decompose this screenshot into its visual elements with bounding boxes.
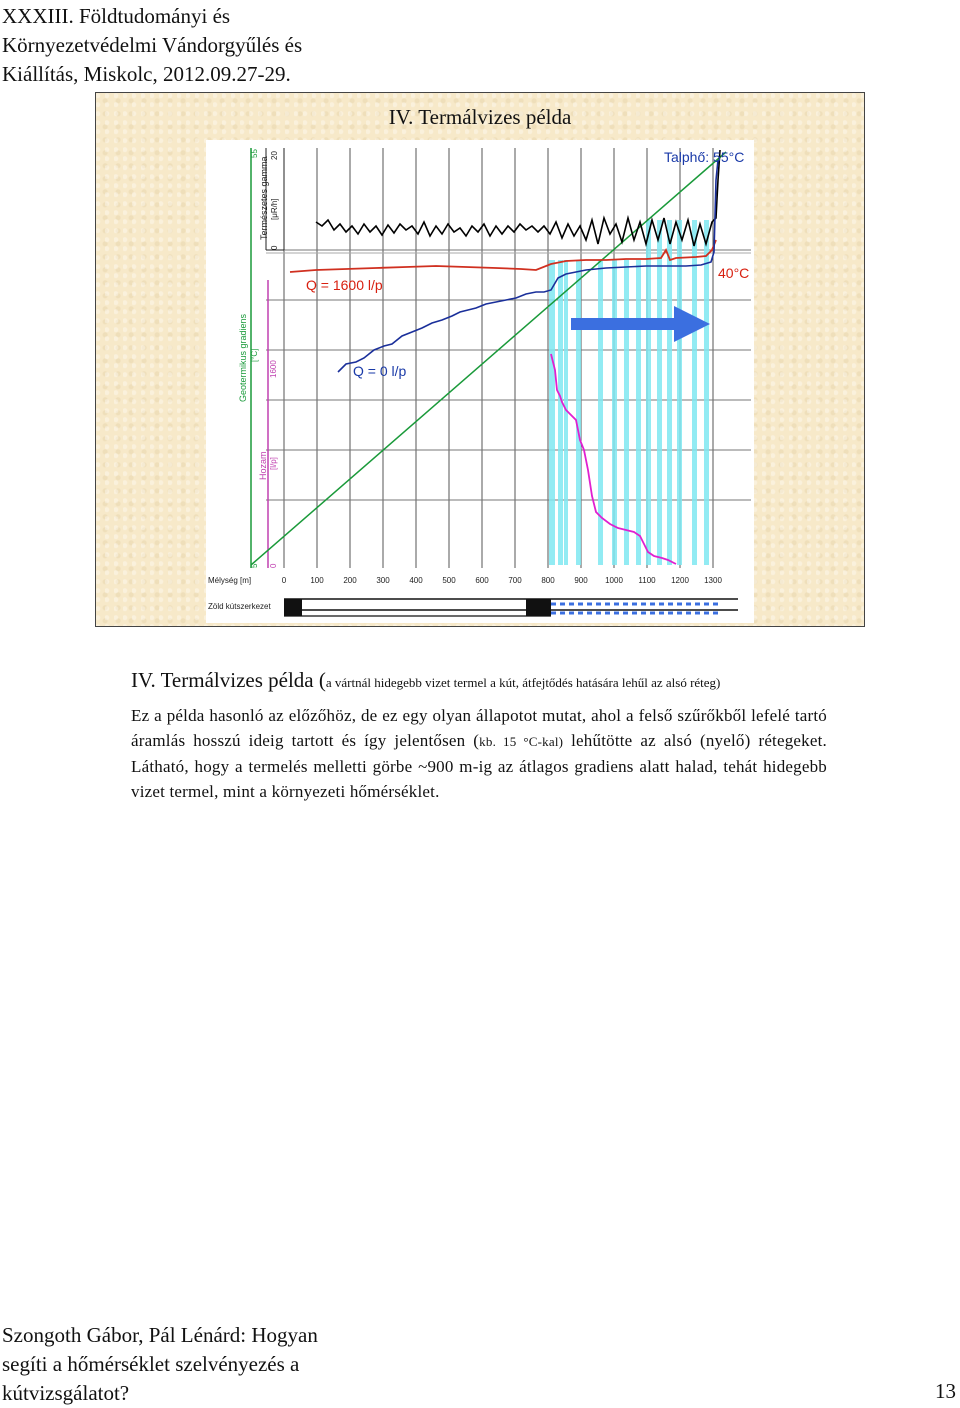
depth-tick: 700 [508,576,522,585]
depth-tick: 100 [310,576,324,585]
depth-tick: 300 [376,576,390,585]
geo-axis-title: Geotermikus gradiens [238,313,248,402]
body-paragraph [131,703,827,804]
geo-axis-unit: [°C] [250,348,259,362]
body-text-part-3: . Látható, hogy a termelés melletti görbe ~900 m-ig az átlagos gradiens alatt halad, tehát hidegebb vizet termel, mint a környezeti hőmérséklet [131,731,827,801]
body-text-small: kb. 15 °C-kal) [479,734,564,749]
hozam-axis-max: 1600 [269,360,278,378]
temp-40c-label: 40°C [718,265,750,281]
header-line-2: Környezetvédelmi Vándorgyűlés és [2,33,303,57]
depth-tick: 600 [475,576,489,585]
q1600-label: Q = 1600 l/p [306,277,383,293]
footer-line-2: segíti a hőmérséklet szelvényezés a [2,1352,300,1376]
depth-tick: 1000 [605,576,623,585]
gamma-axis-title: Természetes gamma [259,156,269,240]
hozam-axis-title: Hozam [258,451,268,480]
header-line-1: XXXIII. Földtudományi és [2,4,231,28]
q0-label: Q = 0 l/p [353,363,407,379]
depth-tick: 200 [343,576,357,585]
header-line-3: Kiállítás, Miskolc, 2012.09.27-29. [2,62,291,86]
screen-intervals [549,220,709,565]
depth-ticks [282,576,723,585]
depth-tick: 0 [281,576,287,585]
depth-tick: 1300 [704,576,722,585]
section-title-main: IV. Termálvizes példa ( [131,668,326,692]
hozam-axis-unit: [l/p] [269,457,278,470]
depth-axis-label: Mélység [m] [208,576,252,585]
depth-tick: 500 [442,576,456,585]
casing-label: Zöld kútszerkezet [208,602,271,611]
body-text-part-1: Ez a példa hasonló az előzőhöz, de ez egy olyan állapotot mutat, ahol a felső szűrőkből lefelé tartó áramlás hosszú ideig tartott és így jelentősen ( [131,706,827,750]
depth-tick: 1100 [638,576,656,585]
geo-axis-max: 55 [250,149,259,158]
slide-title: IV. Termálvizes példa [388,105,572,129]
hozam-axis-min: 0 [269,563,278,568]
footer-block [2,1321,318,1408]
section-title-subtitle: a vártnál hidegebb vizet termel a kút, átfejtődés hatására lehűl az alsó réteg) [325,675,721,690]
header-block [2,2,302,89]
body-text-part-2: lehűtötte az alsó (nyelő) rétegeket [563,731,823,750]
footer-line-3: kútvizsgálatot? [2,1381,130,1405]
page-number: 13 [935,1379,956,1403]
gamma-axis-max: 20 [270,151,279,160]
gamma-axis-min: 0 [270,245,279,250]
geo-axis-min: 5 [250,563,259,568]
depth-tick: 400 [409,576,423,585]
production-temp-curve [290,240,716,272]
gamma-axis-unit: [μR/h] [270,198,279,220]
geo-gradient-line [251,152,726,565]
casing-scheme [284,599,738,616]
depth-tick: 800 [541,576,555,585]
well-log-plot [206,140,754,623]
body-text-part-4: . [435,782,440,801]
depth-tick: 900 [574,576,588,585]
talpho-label: Talphő: 55°C [664,149,745,165]
section-title [131,668,720,693]
depth-tick: 1200 [671,576,689,585]
footer-line-1: Szongoth Gábor, Pál Lénárd: Hogyan [2,1323,318,1347]
